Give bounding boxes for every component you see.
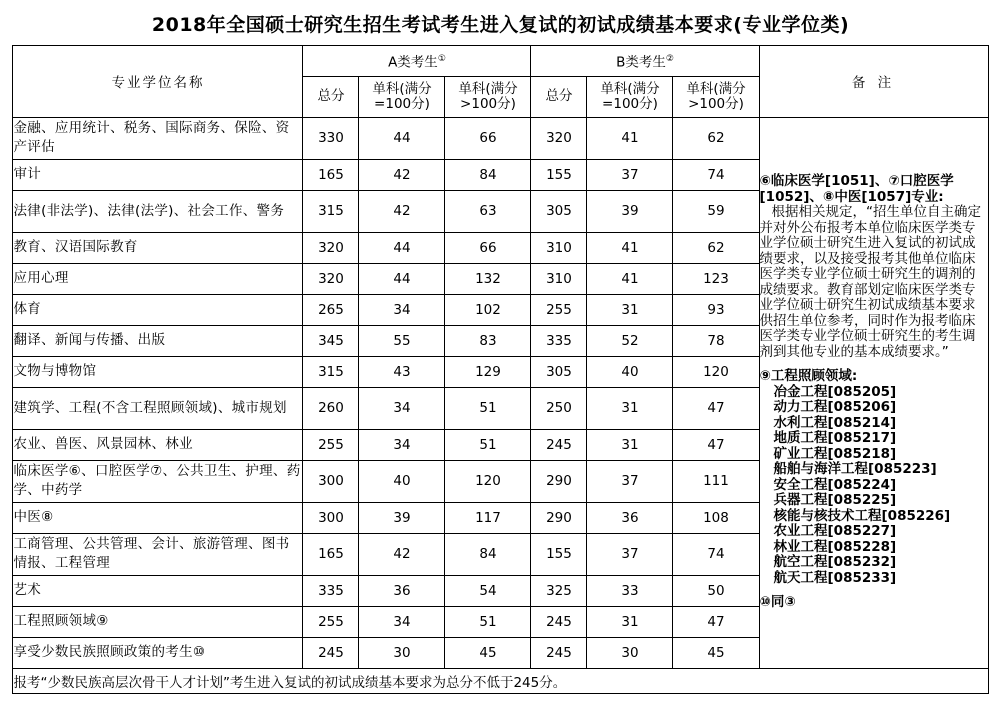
remark-field: 安全工程[085224] — [773, 476, 897, 493]
row-subject: 享受少数民族照顾政策的考生⑩ — [13, 637, 303, 668]
page-title: 2018年全国硕士研究生招生考试考生进入复试的初试成绩基本要求(专业学位类) — [151, 14, 850, 36]
row-subject: 中医⑧ — [13, 502, 303, 533]
row-a-single-100: 42 — [359, 159, 445, 190]
row-b-single-over-100: 47 — [673, 387, 759, 429]
remark-field: 船舶与海洋工程[085223] — [773, 461, 937, 478]
row-a-single-over-100: 51 — [445, 606, 531, 637]
row-subject: 教育、汉语国际教育 — [13, 232, 303, 263]
header-group-b — [531, 46, 759, 77]
row-b-single-100: 37 — [587, 533, 673, 575]
row-b-single-over-100: 74 — [673, 533, 759, 575]
remark-field: 兵器工程[085225] — [773, 492, 897, 509]
header-group-a-label: A类考生 — [388, 54, 438, 71]
row-b-total: 245 — [531, 429, 587, 460]
header-a-single-over-100: 单科(满分>100分) — [445, 76, 531, 117]
row-b-single-over-100: 78 — [673, 325, 759, 356]
row-a-single-over-100: 51 — [445, 387, 531, 429]
remark-field: 矿业工程[085218] — [773, 445, 897, 462]
row-b-total: 245 — [531, 606, 587, 637]
row-subject: 建筑学、工程(不含工程照顾领域)、城市规划 — [13, 387, 303, 429]
row-a-single-100: 42 — [359, 533, 445, 575]
row-subject: 工商管理、公共管理、会计、旅游管理、图书情报、工程管理 — [13, 533, 303, 575]
row-b-single-100: 31 — [587, 294, 673, 325]
row-a-total: 255 — [303, 606, 359, 637]
row-subject: 应用心理 — [13, 263, 303, 294]
row-a-total: 315 — [303, 190, 359, 232]
row-a-single-100: 34 — [359, 387, 445, 429]
header-subject: 专业学位名称 — [13, 46, 303, 118]
row-a-total: 330 — [303, 117, 359, 159]
row-b-total: 290 — [531, 460, 587, 502]
remark-cell — [759, 117, 988, 668]
row-a-single-over-100: 83 — [445, 325, 531, 356]
row-a-single-over-100: 54 — [445, 575, 531, 606]
row-a-single-over-100: 66 — [445, 117, 531, 159]
header-group-a-sup: ① — [437, 54, 446, 64]
table-row — [13, 117, 988, 159]
row-b-single-over-100: 50 — [673, 575, 759, 606]
row-b-total: 310 — [531, 232, 587, 263]
row-a-total: 245 — [303, 637, 359, 668]
row-b-single-100: 31 — [587, 606, 673, 637]
row-subject: 工程照顾领域⑨ — [13, 606, 303, 637]
row-a-total: 315 — [303, 356, 359, 387]
header-b-single-over-100: 单科(满分>100分) — [673, 76, 759, 117]
row-a-total: 320 — [303, 232, 359, 263]
remark-field: 航空工程[085232] — [773, 554, 897, 571]
row-a-single-100: 55 — [359, 325, 445, 356]
row-a-single-100: 43 — [359, 356, 445, 387]
row-b-single-over-100: 62 — [673, 232, 759, 263]
remark-field: 航天工程[085233] — [773, 569, 897, 586]
remark-line-1: ⑥临床医学[1051]、⑦口腔医学[1052]、⑧中医[1057]专业: — [759, 173, 954, 205]
row-a-single-over-100: 66 — [445, 232, 531, 263]
header-remark: 备 注 — [759, 46, 988, 118]
row-subject: 审计 — [13, 159, 303, 190]
remark-line-4: ⑩同③ — [759, 594, 796, 611]
row-b-total: 290 — [531, 502, 587, 533]
row-b-single-over-100: 59 — [673, 190, 759, 232]
row-a-total: 255 — [303, 429, 359, 460]
score-requirements-table — [12, 45, 988, 694]
row-a-total: 345 — [303, 325, 359, 356]
row-b-total: 310 — [531, 263, 587, 294]
row-subject: 文物与博物馆 — [13, 356, 303, 387]
row-a-single-100: 42 — [359, 190, 445, 232]
header-a-total: 总分 — [303, 76, 359, 117]
header-group-a — [303, 46, 531, 77]
row-b-total: 245 — [531, 637, 587, 668]
row-a-single-over-100: 84 — [445, 159, 531, 190]
row-b-single-100: 36 — [587, 502, 673, 533]
row-a-total: 165 — [303, 159, 359, 190]
row-subject: 翻译、新闻与传播、出版 — [13, 325, 303, 356]
row-b-single-100: 41 — [587, 263, 673, 294]
row-a-single-over-100: 102 — [445, 294, 531, 325]
row-b-single-over-100: 45 — [673, 637, 759, 668]
row-a-single-over-100: 132 — [445, 263, 531, 294]
row-a-total: 260 — [303, 387, 359, 429]
row-a-single-100: 34 — [359, 606, 445, 637]
row-a-single-100: 30 — [359, 637, 445, 668]
row-b-single-100: 52 — [587, 325, 673, 356]
row-subject: 金融、应用统计、税务、国际商务、保险、资产评估 — [13, 117, 303, 159]
row-a-total: 165 — [303, 533, 359, 575]
row-b-single-over-100: 74 — [673, 159, 759, 190]
row-a-total: 300 — [303, 502, 359, 533]
remark-line-3: ⑨工程照顾领域: — [759, 368, 858, 385]
row-a-single-100: 34 — [359, 294, 445, 325]
header-b-single-100: 单科(满分=100分) — [587, 76, 673, 117]
row-b-total: 305 — [531, 356, 587, 387]
remark-field: 水利工程[085214] — [773, 414, 897, 431]
row-b-single-over-100: 123 — [673, 263, 759, 294]
row-a-total: 265 — [303, 294, 359, 325]
row-subject: 体育 — [13, 294, 303, 325]
remark-field: 农业工程[085227] — [773, 523, 897, 540]
row-a-single-over-100: 51 — [445, 429, 531, 460]
row-a-single-100: 40 — [359, 460, 445, 502]
row-a-total: 320 — [303, 263, 359, 294]
row-b-total: 255 — [531, 294, 587, 325]
row-b-total: 155 — [531, 533, 587, 575]
header-b-total: 总分 — [531, 76, 587, 117]
row-b-single-over-100: 120 — [673, 356, 759, 387]
row-a-single-over-100: 84 — [445, 533, 531, 575]
row-b-single-over-100: 111 — [673, 460, 759, 502]
row-subject: 法律(非法学)、法律(法学)、社会工作、警务 — [13, 190, 303, 232]
row-a-single-over-100: 120 — [445, 460, 531, 502]
row-a-single-over-100: 45 — [445, 637, 531, 668]
row-b-total: 250 — [531, 387, 587, 429]
row-b-total: 335 — [531, 325, 587, 356]
row-a-total: 335 — [303, 575, 359, 606]
row-subject: 农业、兽医、风景园林、林业 — [13, 429, 303, 460]
remark-field: 冶金工程[085205] — [773, 383, 897, 400]
remark-line-2: 根据相关规定，“招生单位自主确定并对外公布报考本单位临床医学类专业学位硕士研究生进入复试的初试成绩要求，以及接受报考其他单位临床医学类专业学位硕士研究生的调剂的成绩要求。教育部划定临床医学类专业学位硕士研究生初试成绩基本要求供招生单位参考，同时作为报考临床医学类专业学位硕士研究生的考生调剂到其他专业的基本成绩要求。” — [759, 204, 981, 360]
row-subject: 艺术 — [13, 575, 303, 606]
row-a-single-100: 36 — [359, 575, 445, 606]
row-a-single-100: 44 — [359, 232, 445, 263]
row-b-single-100: 31 — [587, 387, 673, 429]
row-b-single-100: 37 — [587, 159, 673, 190]
row-a-single-over-100: 117 — [445, 502, 531, 533]
row-b-single-100: 41 — [587, 117, 673, 159]
row-b-single-over-100: 47 — [673, 429, 759, 460]
table-header-row-top — [13, 46, 988, 77]
row-a-single-over-100: 129 — [445, 356, 531, 387]
remark-field: 地质工程[085217] — [773, 430, 897, 447]
row-b-single-100: 41 — [587, 232, 673, 263]
table-footer-row — [13, 668, 988, 693]
row-a-single-100: 39 — [359, 502, 445, 533]
row-b-total: 305 — [531, 190, 587, 232]
row-b-total: 325 — [531, 575, 587, 606]
row-b-single-over-100: 108 — [673, 502, 759, 533]
row-b-single-100: 33 — [587, 575, 673, 606]
row-b-single-100: 30 — [587, 637, 673, 668]
row-b-total: 155 — [531, 159, 587, 190]
row-a-single-100: 34 — [359, 429, 445, 460]
remark-field: 林业工程[085228] — [773, 538, 897, 555]
header-a-single-100: 单科(满分=100分) — [359, 76, 445, 117]
row-a-single-100: 44 — [359, 263, 445, 294]
row-b-single-over-100: 93 — [673, 294, 759, 325]
remark-field: 动力工程[085206] — [773, 399, 897, 416]
row-b-single-100: 40 — [587, 356, 673, 387]
remark-field: 核能与核技术工程[085226] — [773, 507, 951, 524]
row-b-single-over-100: 47 — [673, 606, 759, 637]
header-group-b-sup: ② — [665, 54, 674, 64]
footer-note: 报考“少数民族高层次骨干人才计划”考生进入复试的初试成绩基本要求为总分不低于245分。 — [13, 668, 988, 693]
row-b-single-100: 31 — [587, 429, 673, 460]
row-a-single-100: 44 — [359, 117, 445, 159]
row-b-single-100: 37 — [587, 460, 673, 502]
row-b-single-over-100: 62 — [673, 117, 759, 159]
row-subject: 临床医学⑥、口腔医学⑦、公共卫生、护理、药学、中药学 — [13, 460, 303, 502]
header-group-b-label: B类考生 — [616, 54, 666, 71]
row-b-single-100: 39 — [587, 190, 673, 232]
row-b-total: 320 — [531, 117, 587, 159]
row-a-total: 300 — [303, 460, 359, 502]
row-a-single-over-100: 63 — [445, 190, 531, 232]
